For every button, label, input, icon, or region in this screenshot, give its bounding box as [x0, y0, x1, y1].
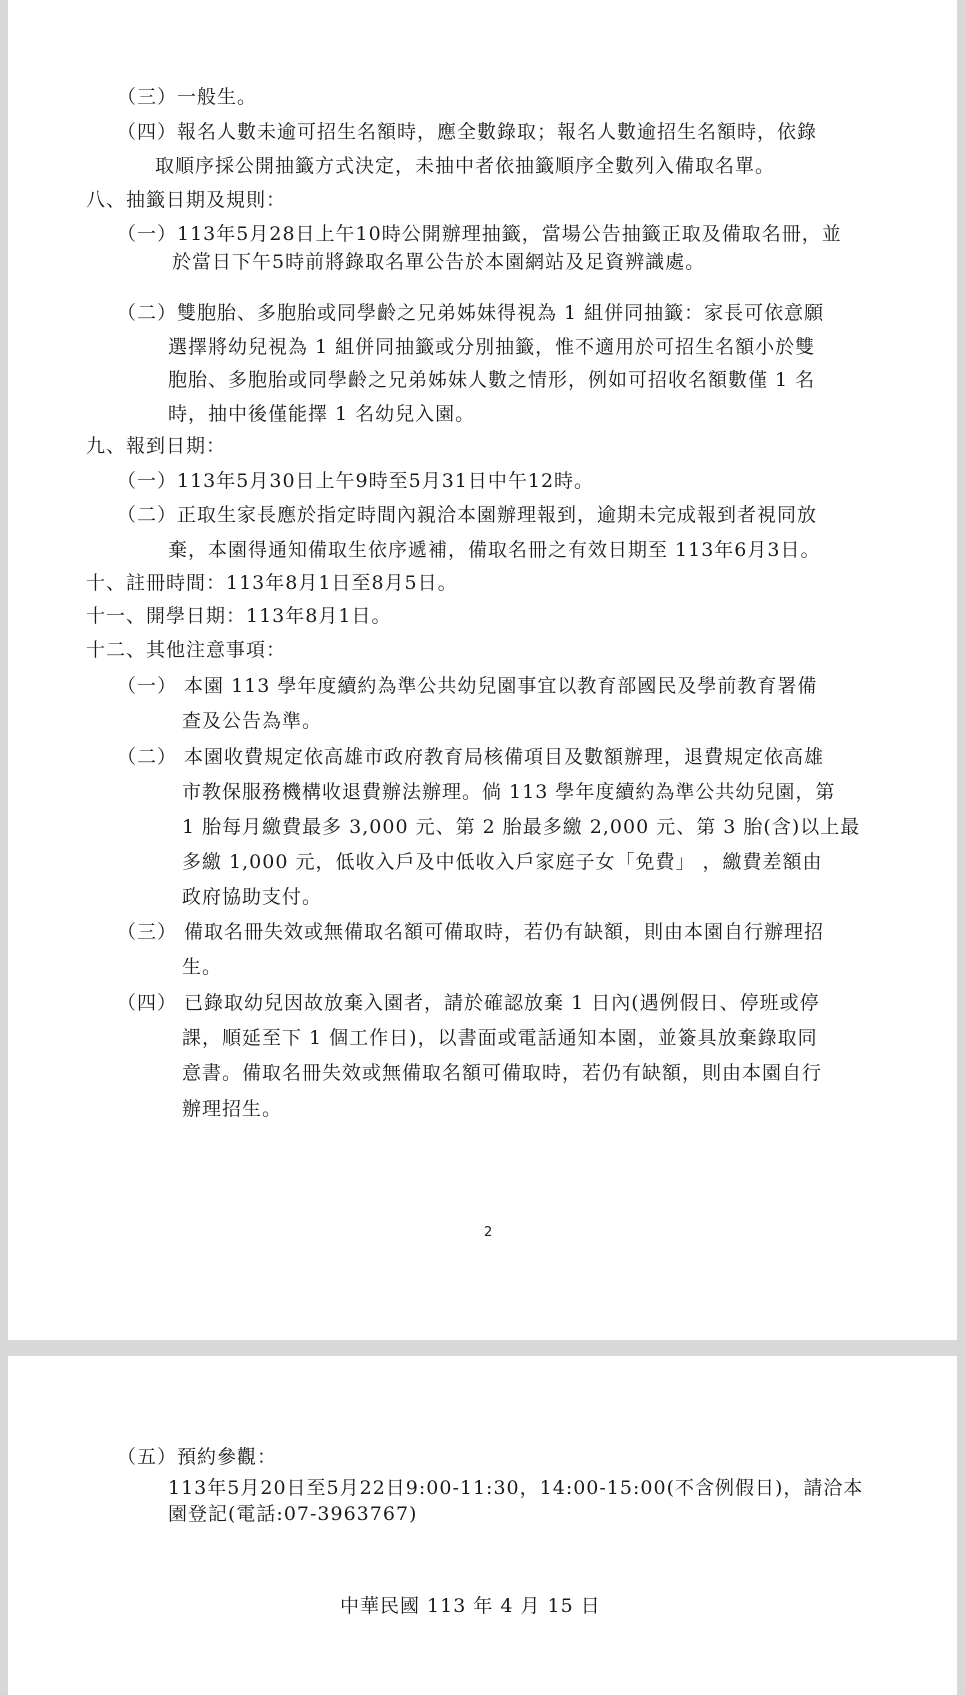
page-number: 2	[484, 1225, 493, 1240]
text-line: （四） 已錄取幼兒因故放棄入園者，請於確認放棄 1 日內(遇例假日、停班或停	[117, 992, 820, 1014]
text-line: 中華民國 113 年 4 月 15 日	[340, 1595, 601, 1617]
text-line: 十一、開學日期：113年8月1日。	[86, 605, 392, 627]
text-line: （五）預約參觀：	[117, 1446, 278, 1468]
text-line: 政府協助支付。	[182, 886, 323, 908]
text-line: 113年5月20日至5月22日9:00-11:30，14:00-15:00(不含例假日)，請洽本	[168, 1477, 864, 1499]
text-line: （四）報名人數未逾可招生名額時，應全數錄取；報名人數逾招生名額時，依錄	[117, 121, 818, 143]
text-line: 1 胎每月繳費最多 3,000 元、第 2 胎最多繳 2,000 元、第 3 胎(含)以上最	[182, 816, 861, 838]
text-line: 時，抽中後僅能擇 1 名幼兒入園。	[168, 403, 476, 425]
document-page-2	[8, 1356, 957, 1695]
text-line: 查及公告為準。	[182, 710, 323, 732]
text-line: （一） 本園 113 學年度續約為準公共幼兒園事宜以教育部國民及學前教育署備	[117, 675, 818, 697]
text-line: （三） 備取名冊失效或無備取名額可備取時，若仍有缺額，則由本園自行辦理招	[117, 921, 825, 943]
text-line: 生。	[182, 956, 223, 978]
text-line: 十、註冊時間：113年8月1日至8月5日。	[86, 572, 458, 594]
text-line: （一）113年5月28日上午10時公開辦理抽籤，當場公告抽籤正取及備取名冊，並	[117, 223, 842, 245]
text-line: 選擇將幼兒視為 1 組併同抽籤或分別抽籤，惟不適用於可招生名額小於雙	[168, 336, 816, 358]
text-line: 市教保服務機構收退費辦法辦理。倘 113 學年度續約為準公共幼兒園，第	[182, 781, 836, 803]
text-line: （二）雙胞胎、多胞胎或同學齡之兄弟姊妹得視為 1 組併同抽籤：家長可依意願	[117, 302, 825, 324]
text-line: 園登記(電話:07-3963767)	[168, 1503, 418, 1525]
text-line: 棄，本園得通知備取生依序遞補，備取名冊之有效日期至 113年6月3日。	[168, 539, 821, 561]
text-line: 取順序採公開抽籤方式決定，未抽中者依抽籤順序全數列入備取名單。	[155, 155, 776, 177]
text-line: 胞胎、多胞胎或同學齡之兄弟姊妹人數之情形，例如可招收名額數僅 1 名	[168, 369, 816, 391]
text-line: （二） 本園收費規定依高雄市政府教育局核備項目及數額辦理，退費規定依高雄	[117, 746, 825, 768]
text-line: 辦理招生。	[182, 1098, 283, 1120]
text-line: 九、報到日期：	[86, 435, 227, 457]
document-page-1	[8, 0, 957, 1340]
text-line: 八、抽籤日期及規則：	[86, 189, 287, 211]
text-line: 課，順延至下 1 個工作日)，以書面或電話通知本園，並簽具放棄錄取同	[182, 1027, 818, 1049]
text-line: 多繳 1,000 元，低收入戶及中低收入戶家庭子女「免費」 ，繳費差額由	[182, 851, 823, 873]
text-line: 意書。備取名冊失效或無備取名額可備取時，若仍有缺額，則由本園自行	[182, 1062, 823, 1084]
text-line: （三）一般生。	[117, 86, 258, 108]
text-line: 於當日下午5時前將錄取名單公告於本園網站及足資辨識處。	[172, 251, 706, 273]
text-line: 十二、其他注意事項：	[86, 639, 287, 661]
text-line: （一）113年5月30日上午9時至5月31日中午12時。	[117, 470, 595, 492]
text-line: （二）正取生家長應於指定時間內親洽本園辦理報到，逾期未完成報到者視同放	[117, 504, 818, 526]
